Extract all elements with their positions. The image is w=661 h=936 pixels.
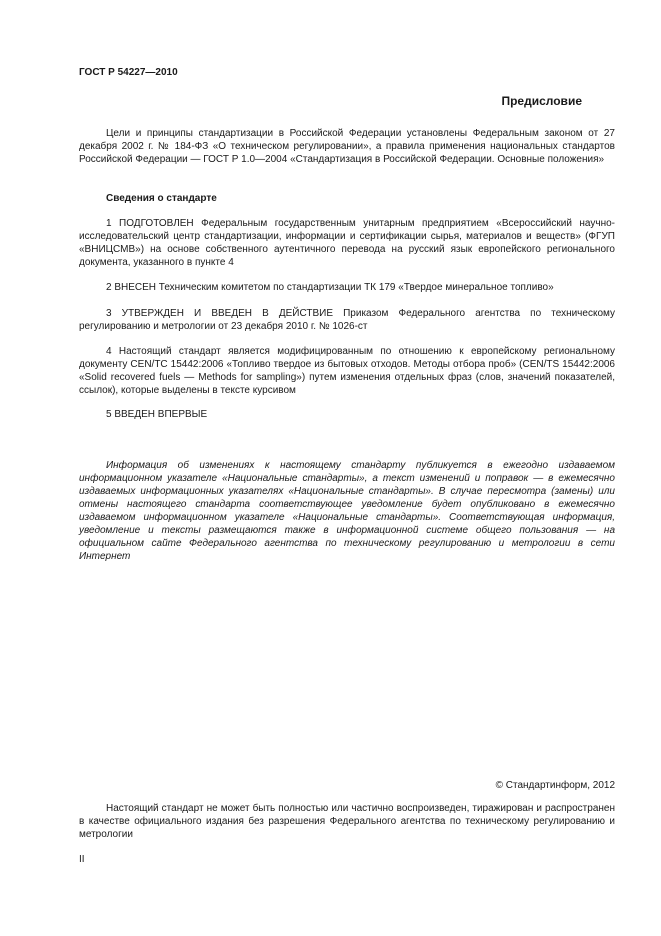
item-5-block [79, 408, 615, 421]
item-2-block [79, 281, 615, 294]
intro-paragraph: Цели и принципы стандартизации в Российской Федерации установлены Федеральным законом от 27 декабря 2002 г. № 184-ФЗ «О техническом регулировании», а правила применения национальных стандартов Российской Федерации — ГОСТ Р 1.0—2004 «Стандартизация в Российской Федерации. Основные положения» [79, 128, 615, 165]
notice-paragraph: Информация об изменениях к настоящему стандарту публикуется в ежегодно издаваемом информационном указателе «Национальные стандарты», а текст изменений и поправок — в ежемесячно издаваемых информационных указателях «Национальные стандарты». В случае пересмотра (замены) или отмены настоящего стандарта соответствующее уведомление будет опубликовано в ежемесячно издаваемом информационном указателе «Национальные стандарты». Соответствующая информация, уведомление и тексты размещаются также в информационной системе общего пользования — на официальном сайте Федерального агентства по техническому регулированию и метрологии в сети Интернет [79, 460, 615, 562]
item-5-paragraph: 5 ВВЕДЕН ВПЕРВЫЕ [106, 409, 208, 420]
item-4-block [79, 345, 615, 397]
item-4-paragraph: 4 Настоящий стандарт является модифицированным по отношению к европейскому региональному документу CEN/TC 15442:2006 «Топливо твердое из бытовых отходов. Методы отбора проб» (CEN/TS 15442:2006 «Solid recovered fuels — Methods for sampling») путем изменения отдельных фраз (слов, значений показателей, ссылок), которые выделены в тексте курсивом [79, 346, 615, 396]
item-3-block [79, 307, 615, 333]
notice-block [79, 459, 615, 563]
rights-paragraph: Настоящий стандарт не может быть полностью или частично воспроизведен, тиражирован и распространен в качестве официального издания без разрешения Федерального агентства по техническому регулированию и метрологии [79, 803, 615, 840]
item-3-paragraph: 3 УТВЕРЖДЕН И ВВЕДЕН В ДЕЙСТВИЕ Приказом Федерального агентства по техническому регулированию и метрологии от 23 декабря 2010 г. № 1026-ст [79, 308, 615, 332]
intro-block [79, 127, 615, 166]
item-2-paragraph: 2 ВНЕСЕН Техническим комитетом по стандартизации ТК 179 «Твердое минеральное топливо» [106, 282, 554, 293]
page-number: II [79, 854, 85, 865]
preface-title: Предисловие [501, 94, 582, 108]
rights-block [79, 802, 615, 841]
copyright-line: © Стандартинформ, 2012 [495, 780, 615, 791]
item-1-paragraph: 1 ПОДГОТОВЛЕН Федеральным государственным унитарным предприятием «Всероссийский научно-исследовательский центр стандартизации, информации и сертификации сырья, материалов и веществ» (ФГУП «ВНИЦСМВ») на основе собственного аутентичного перевода на русский язык европейского регионального документа, указанного в пункте 4 [79, 218, 615, 268]
document-code-header: ГОСТ Р 54227—2010 [79, 67, 178, 78]
item-1-block [79, 217, 615, 269]
standard-info-heading: Сведения о стандарте [106, 193, 217, 204]
